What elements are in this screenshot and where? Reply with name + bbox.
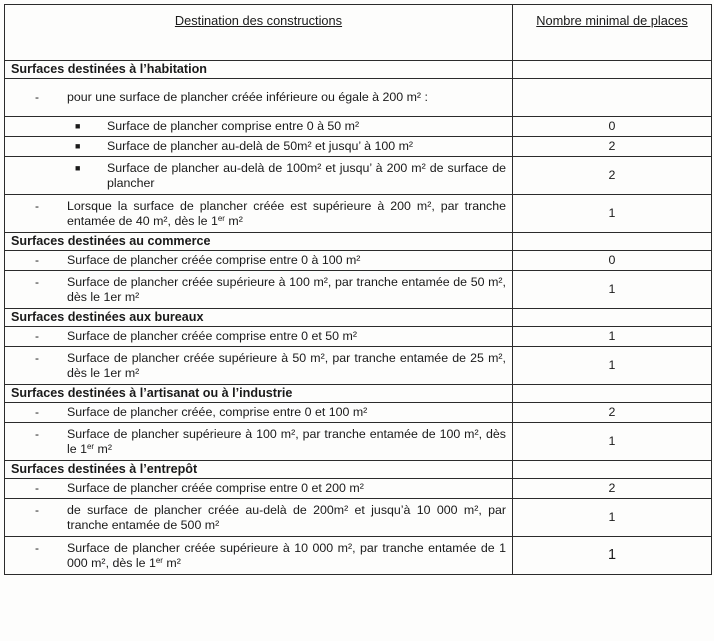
places-cell: 1: [513, 271, 712, 309]
sub-list-item: [5, 161, 512, 191]
destination-label: Surface de plancher créée supérieure à 100 m², par tranche entamée de 50 m², dès le 1er m²: [67, 274, 506, 304]
destination-unit: m²: [94, 441, 112, 456]
destination-cell: [5, 271, 513, 309]
destination-text: [67, 199, 506, 229]
header-destination-cell: [5, 5, 513, 61]
places-cell: 2: [513, 137, 712, 157]
section-row: [5, 385, 712, 403]
places-cell: 2: [513, 479, 712, 499]
section-row: [5, 61, 712, 79]
places-cell: 1: [513, 423, 712, 461]
table-row: [5, 537, 712, 575]
destination-unit: m²: [224, 213, 243, 228]
list-item: [5, 199, 512, 229]
destination-label: Surface de plancher créée comprise entre 0 et 50 m²: [67, 329, 357, 343]
dash-bullet-icon: -: [35, 198, 39, 213]
sub-list-item: [5, 119, 512, 134]
destination-text: [67, 427, 506, 457]
places-cell: 1: [513, 499, 712, 537]
destination-cell: [5, 117, 513, 137]
destination-cell: [5, 195, 513, 233]
destination-label: Surface de plancher créée supérieure à 10 000 m², par tranche entamée de 1 000 m², dès le 1: [67, 540, 506, 570]
destination-text: [67, 503, 506, 533]
destination-label: Surface de plancher créée comprise entre 0 et 200 m²: [67, 481, 364, 495]
list-item: [5, 503, 512, 533]
destination-cell: [5, 403, 513, 423]
square-bullet-icon: ■: [75, 121, 81, 131]
destination-text: [67, 329, 506, 344]
dash-bullet-icon: -: [35, 426, 39, 441]
destination-text: [67, 481, 506, 496]
parking-requirements-table: [4, 4, 712, 575]
list-item: [5, 351, 512, 381]
places-cell: 1: [513, 327, 712, 347]
destination-label: pour une surface de plancher créée inférieure ou égale à 200 m² :: [67, 90, 428, 104]
places-cell: 1: [513, 347, 712, 385]
section-row: [5, 309, 712, 327]
destination-text: [67, 351, 506, 381]
section-empty-cell: [513, 61, 712, 79]
section-row: [5, 461, 712, 479]
table-row: [5, 423, 712, 461]
table-row: [5, 271, 712, 309]
table-row: [5, 137, 712, 157]
table-row: [5, 479, 712, 499]
destination-cell: [5, 499, 513, 537]
destination-text: [67, 405, 506, 420]
destination-label: Lorsque la surface de plancher créée est supérieure à 200 m², par tranche entamée de 40 m², dès le 1: [67, 198, 506, 228]
places-cell: 2: [513, 157, 712, 195]
destination-cell: [5, 423, 513, 461]
destination-label: Surface de plancher créée comprise entre 0 à 100 m²: [67, 253, 361, 267]
section-empty-cell: [513, 385, 712, 403]
places-cell: [513, 79, 712, 117]
places-cell: 2: [513, 403, 712, 423]
destination-cell: [5, 327, 513, 347]
destination-text: [67, 253, 506, 268]
dash-bullet-icon: -: [35, 502, 39, 517]
destination-label: Surface de plancher au-delà de 100m² et jusqu’ à 200 m² de surface de plancher: [107, 160, 506, 190]
header-places: Nombre minimal de places: [536, 13, 688, 28]
places-cell: 1: [513, 195, 712, 233]
dash-bullet-icon: -: [35, 481, 39, 495]
header-destination: Destination des constructions: [174, 13, 343, 28]
destination-text: [67, 275, 506, 305]
ordinal-suffix: er: [217, 213, 225, 223]
table-header-row: [5, 5, 712, 61]
table-row: [5, 79, 712, 117]
section-empty-cell: [513, 233, 712, 251]
dash-bullet-icon: -: [35, 90, 39, 104]
destination-text: [67, 541, 506, 571]
destination-label: Surface de plancher créée, comprise entre 0 et 100 m²: [67, 405, 368, 419]
ordinal-suffix: er: [86, 441, 95, 451]
list-item: [5, 481, 512, 496]
destination-label: Surface de plancher créée supérieure à 50 m², par tranche entamée de 25 m², dès le 1er m²: [67, 350, 506, 380]
table-row: [5, 251, 712, 271]
destination-cell: [5, 347, 513, 385]
table-row: [5, 403, 712, 423]
table-row: [5, 117, 712, 137]
list-item: [5, 427, 512, 457]
table-row: [5, 157, 712, 195]
square-bullet-icon: ■: [75, 141, 81, 151]
section-row: [5, 233, 712, 251]
header-places-cell: [513, 5, 712, 61]
dash-bullet-icon: -: [35, 274, 39, 289]
section-title: Surfaces destinées à l’entrepôt: [5, 461, 513, 479]
section-empty-cell: [513, 461, 712, 479]
ordinal-suffix: er: [155, 555, 163, 565]
section-title: Surfaces destinées au commerce: [5, 233, 513, 251]
list-item: [5, 275, 512, 305]
destination-text: [107, 139, 506, 154]
table-row: [5, 327, 712, 347]
table-row: [5, 195, 712, 233]
destination-label: Surface de plancher au-delà de 50m² et jusqu’ à 100 m²: [107, 139, 414, 153]
section-title: Surfaces destinées à l’artisanat ou à l’industrie: [5, 385, 513, 403]
dash-bullet-icon: -: [35, 329, 39, 343]
destination-cell: [5, 251, 513, 271]
places-cell: 0: [513, 251, 712, 271]
section-title: Surfaces destinées à l’habitation: [5, 61, 513, 79]
places-cell: 1: [513, 537, 712, 575]
dash-bullet-icon: -: [35, 350, 39, 365]
square-bullet-icon: ■: [75, 162, 81, 173]
section-empty-cell: [513, 309, 712, 327]
destination-text: [67, 90, 506, 105]
list-item: [5, 253, 512, 268]
table-row: [5, 499, 712, 537]
list-item: [5, 405, 512, 420]
dash-bullet-icon: -: [35, 540, 39, 555]
sub-list-item: [5, 139, 512, 154]
places-cell: 0: [513, 117, 712, 137]
destination-cell: [5, 157, 513, 195]
dash-bullet-icon: -: [35, 253, 39, 267]
list-item: [5, 329, 512, 344]
list-item: [5, 541, 512, 571]
destination-cell: [5, 137, 513, 157]
destination-label: Surface de plancher supérieure à 100 m², par tranche entamée de 100 m², dès le 1: [67, 426, 506, 456]
destination-unit: m²: [162, 555, 181, 570]
destination-cell: [5, 537, 513, 575]
table-row: [5, 347, 712, 385]
destination-cell: [5, 479, 513, 499]
destination-label: Surface de plancher comprise entre 0 à 50 m²: [107, 119, 360, 133]
destination-text: [107, 161, 506, 191]
dash-bullet-icon: -: [35, 405, 39, 419]
destination-cell: [5, 79, 513, 117]
section-title: Surfaces destinées aux bureaux: [5, 309, 513, 327]
destination-label: de surface de plancher créée au-delà de 200m² et jusqu’à 10 000 m², par tranche entamée de 500 m²: [67, 502, 506, 532]
destination-text: [107, 119, 506, 134]
list-item: [5, 90, 512, 105]
